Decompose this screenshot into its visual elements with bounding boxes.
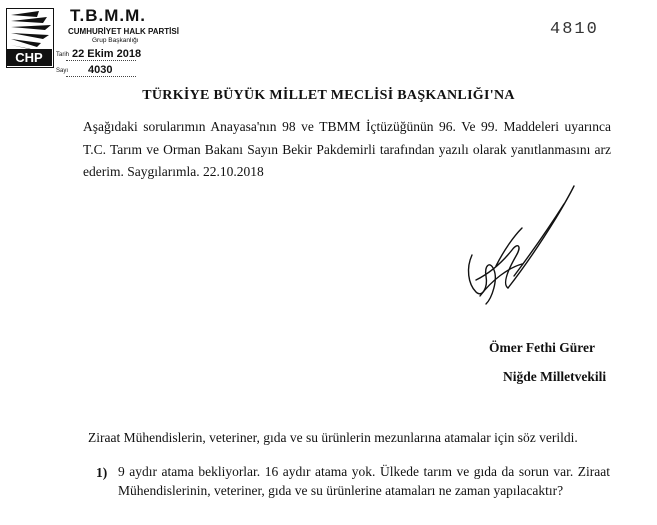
number-label: Sayı <box>56 68 69 74</box>
party-name: CUMHURİYET HALK PARTİSİ <box>68 27 179 36</box>
subject-line: Ziraat Mühendislerin, veteriner, gıda ve su ürünlerin mezunlarına atamalar için söz verildi. <box>88 430 578 445</box>
date-label: Tarih <box>56 52 70 58</box>
logo-label: CHP <box>6 49 52 66</box>
six-arrows-icon <box>7 9 53 49</box>
date-underline <box>66 60 136 61</box>
question-text: 9 aydır atama bekliyorlar. 16 aydır atama yok. Ülkede tarım ve gıda da sorun var. Ziraat Mühendislerinin, veteriner, gıda ve su ürünlerine atamaları ne zaman yapılacaktır? <box>118 464 610 498</box>
document-heading: TÜRKİYE BÜYÜK MİLLET MECLİSİ BAŞKANLIĞI'NA <box>142 88 515 103</box>
signatory-title: Niğde Milletvekili <box>503 369 607 384</box>
org-name: T.B.M.M. <box>70 6 146 25</box>
signature <box>452 180 582 325</box>
number-underline <box>66 76 136 77</box>
signatory-name: Ömer Fethi Gürer <box>489 340 595 355</box>
number-value: 4030 <box>88 64 113 76</box>
stamp-number: 4810 <box>550 20 599 39</box>
group-name: Grup Başkanlığı <box>92 37 139 44</box>
body-paragraph: Aşağıdaki sorularımın Anayasa'nın 98 ve TBMM İçtüzüğünün 96. Ve 99. Maddeleri uyarınca T.C. Tarım ve Orman Bakanı Sayın Bekir Pakdemirli tarafından yazılı olarak yanıtlanmasını arz ederim. Saygılarımla. 22.10.2018 <box>83 119 611 179</box>
date-value: 22 Ekim 2018 <box>72 48 142 60</box>
question-number: 1) <box>96 465 108 480</box>
